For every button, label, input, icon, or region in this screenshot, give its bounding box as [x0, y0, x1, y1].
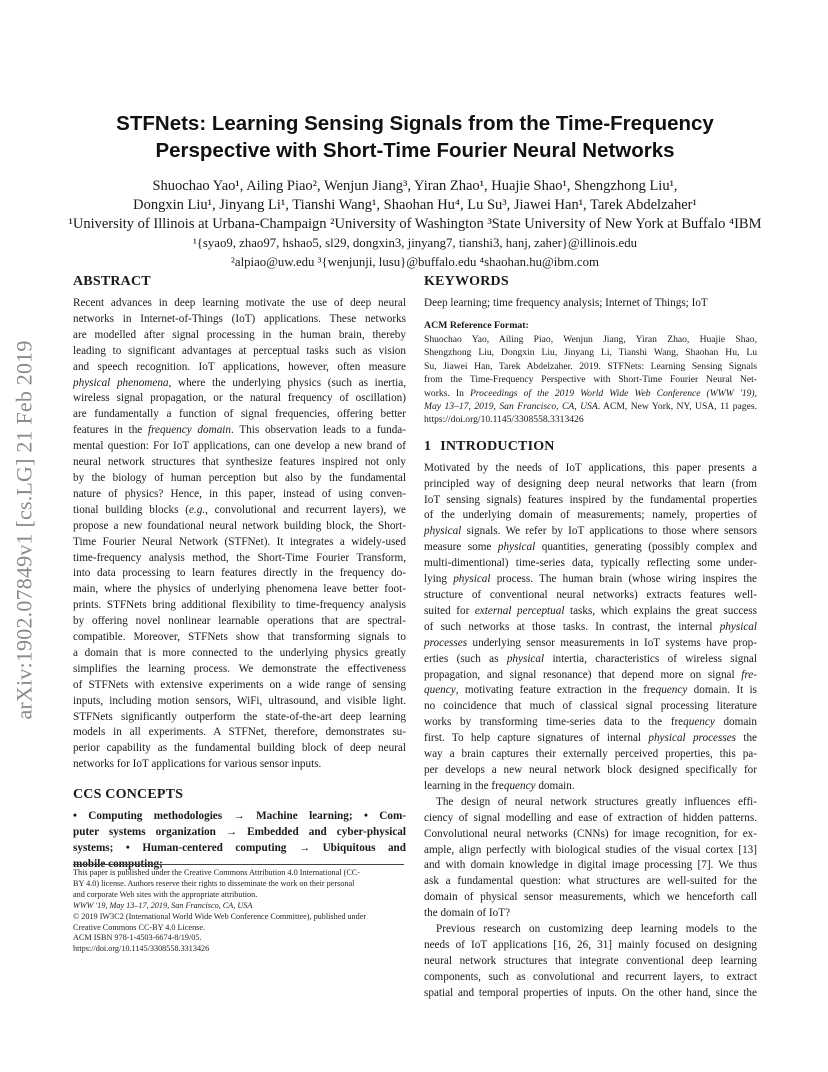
abstract-line: networks in Internet-of-Things (IoT) applications. These networks — [73, 312, 406, 325]
intro-line: of such networks at those tasks. In contrast, the internal physical — [424, 620, 757, 633]
abstract-line: a domain that is more connected to the underlying physics greatly — [73, 646, 406, 659]
abstract-line: into data processing to learn features directly in the frequency do- — [73, 567, 406, 580]
acm-reference-line: works. In Proceedings of the 2019 World Wide Web Conference (WWW '19), — [424, 387, 758, 399]
abstract-line: mental question: For IoT applications, can one develop a new brand of — [73, 440, 406, 453]
abstract-line: leading to significant advantages at perceptual tasks such as vision — [73, 344, 406, 357]
abstract-line: features in the frequency domain. This observation leads to a funda- — [73, 424, 406, 437]
intro-line: IoT sensing signals) features inspired by the fundamental properties — [424, 493, 757, 506]
acm-reference-heading: ACM Reference Format: — [424, 319, 529, 331]
abstract-line: neural network structures that synthesize features inspired not only — [73, 456, 406, 469]
intro-line: learning in the frequency domain. — [424, 779, 575, 792]
emails-line: ¹{syao9, zhao97, hshao5, sl29, dongxin3, jinyang7, tianshi3, hanj, zaher}@illinois.edu — [192, 236, 638, 250]
acm-reference-text — [424, 333, 757, 427]
intro-line: Previous research on customizing deep learning models to the — [436, 923, 757, 936]
intro-line: no coincidence that much of classical signal processing literature — [424, 700, 757, 713]
authors-line: Dongxin Liu¹, Jinyang Li¹, Tianshi Wang¹, Shaohan Hu⁴, Lu Su³, Jiawei Han¹, Tarek Abdelzaher¹ — [133, 197, 697, 213]
abstract-line: wireless signal propagation, or the natural frequency of oscillation) — [73, 392, 406, 405]
abstract-line: by the biology of human perception but also by the fundamental — [73, 471, 406, 484]
intro-line: quency, motivating feature extraction in the frequency domain. It is — [424, 684, 757, 697]
abstract-line: networks for IoT applications for various sensor inputs. — [73, 758, 322, 771]
abstract-line: inputs, including motion sensors, WiFi, ultrasound, and visible light. — [73, 694, 406, 707]
keywords-text: Deep learning; time frequency analysis; Internet of Things; IoT — [424, 297, 708, 309]
acm-reference-line: Shuochao Yao, Ailing Piao, Wenjun Jiang, Yiran Zhao, Huajie Shao, — [424, 333, 757, 345]
section-number: 1 — [424, 438, 432, 454]
ccs-heading: CCS CONCEPTS — [73, 787, 184, 803]
section-title: INTRODUCTION — [440, 438, 555, 454]
intro-line: structure of conventional neural networks) extracts features well- — [424, 589, 757, 601]
footnote-line: BY 4.0) license. Authors reserve their rights to disseminate the work on their personal — [73, 878, 355, 888]
title-line: Perspective with Short-Time Fourier Neural Networks — [155, 139, 675, 162]
footnote-line: WWW '19, May 13–17, 2019, San Francisco, CA, USA — [73, 900, 253, 910]
affiliations: ¹University of Illinois at Urbana-Champaign ²University of Washington ³State University of New York at Buffalo ⁴IBM — [68, 216, 762, 232]
intro-line: ask a fundamental question: what structures are well-suited for the — [424, 875, 757, 888]
abstract-line: by offering novel nonlinear learnable operations that are spectral- — [73, 615, 406, 628]
acm-reference-line: May 13–17, 2019, San Francisco, CA, USA. ACM, New York, NY, USA, 11 pages. — [424, 400, 757, 412]
intro-line: ciency of signal modelling and ease of extraction of hidden patterns. — [424, 811, 757, 824]
intro-line: Motivated by the needs of IoT applications, this paper presents a — [424, 461, 757, 474]
intro-line: and with domain knowledge in digital image processing [7]. We thus — [424, 859, 757, 872]
intro-line: components, such as convolutional and recurrent layers, to extract — [424, 970, 757, 983]
intro-line: The design of neural network structures greatly influences effi- — [436, 795, 757, 808]
abstract-line: and speech recognition. IoT applications, however, often measure — [73, 360, 406, 373]
intro-line: neural network structures that integrate conventional deep learning — [424, 954, 757, 967]
footnote-line: © 2019 IW3C2 (International World Wide Web Conference Committee), published under — [73, 911, 367, 921]
author-block — [60, 177, 770, 272]
intro-line: way a brain captures their externally perceived properties, this pa- — [424, 748, 757, 761]
right-column — [424, 273, 757, 1002]
intro-line: works by transforming time-series data to the frequency domain — [424, 716, 758, 729]
paper-title — [60, 110, 770, 164]
abstract-line: simplifies the learning process. We demonstrate the effectiveness — [73, 662, 406, 675]
ccs-line: puter systems organization → Embedded and cyber-physical — [73, 825, 406, 838]
abstract-line: of STFNets with extensive experiments on a wide range of sensing — [73, 678, 406, 691]
footnote-rule — [73, 864, 404, 865]
abstract-line: are fundamentally a function of signal frequencies, offering better — [73, 408, 406, 421]
abstract-line: time-frequency analysis method, the Short-Time Fourier Transform, — [73, 551, 406, 564]
ccs-concepts — [73, 809, 406, 872]
intro-line: ample, align perfectly with biological studies of the visual cortex [13] — [424, 843, 757, 856]
footnote-line: Creative Commons CC-BY 4.0 License. — [73, 922, 206, 932]
intro-line: the domain of IoT? — [424, 907, 511, 920]
intro-line: principled way of designing deep neural networks that learn (from — [424, 477, 757, 490]
title-line: STFNets: Learning Sensing Signals from the Time-Frequency — [116, 112, 714, 135]
ccs-line: mobile computing; — [73, 857, 163, 870]
intro-line: first. To help capture signatures of internal physical processes the — [424, 732, 758, 745]
abstract-line: compatible. Moreover, STFNets show that transforming signals to — [73, 631, 406, 644]
abstract-line: models in all experiments. A STFNet, therefore, demonstrates su- — [73, 726, 406, 739]
authors-line: Shuochao Yao¹, Ailing Piao², Wenjun Jiang³, Yiran Zhao¹, Huajie Shao¹, Shengzhong Liu¹, — [152, 178, 678, 194]
left-column — [73, 273, 406, 872]
abstract-line: propose a new foundational neural network building block, the Short- — [73, 519, 406, 532]
acm-reference-line: Su, Jiawei Han, Tarek Abdelzaher. 2019. STFNets: Learning Sensing Signals — [424, 360, 757, 372]
intro-line: suited for external perceptual tasks, which explains the great success — [424, 604, 757, 617]
intro-paragraph-2 — [424, 795, 757, 922]
acm-reference-line: https://doi.org/10.1145/3308558.3313426 — [424, 414, 584, 426]
arxiv-stamp-text: arXiv:1902.07849v1 [cs.LG] 21 Feb 2019 — [12, 340, 38, 720]
abstract-line: main, where the physics of underlying phenomena leave better foot- — [73, 583, 406, 596]
intro-line: domain of physical sensor measurements, which we henceforth call — [424, 891, 757, 904]
intro-line: multi-dimentional) time-series data, typically reflecting some under- — [424, 557, 757, 570]
abstract-heading: ABSTRACT — [73, 274, 151, 289]
abstract-line: Time Fourier Neural Network (STFNet). It integrates a widely-used — [73, 535, 406, 548]
abstract-body — [73, 296, 406, 773]
intro-line: propagation, and signal resonance) that depend more on signal fre- — [424, 668, 757, 681]
intro-line: per develops a new neural network block designed specifically for — [424, 763, 757, 776]
intro-line: processes underlying sensor measurements in IoT systems have prop- — [424, 636, 757, 649]
acm-reference-line: from the Time-Frequency Perspective with Short-Time Fourier Neural Net- — [424, 374, 757, 386]
abstract-line: prints. STFNets bring additional flexibility to time-frequency analysis — [73, 599, 406, 612]
footnote-line: and corporate Web sites with the appropriate attribution. — [73, 889, 258, 899]
arxiv-stamp — [0, 285, 50, 775]
footnote-line: ACM ISBN 978-1-4503-6674-8/19/05. — [73, 933, 202, 943]
intro-line: spatial and temporal properties of inputs. On the other hand, since the — [424, 986, 757, 999]
intro-line: physical signals. We refer by IoT applications to those where sensors — [424, 525, 757, 538]
abstract-line: Recent advances in deep learning motivate the use of deep neural — [73, 297, 406, 309]
abstract-line: physical phenomena, where the underlying physics (such as inertia, — [73, 376, 406, 389]
intro-paragraph-1 — [424, 461, 757, 795]
intro-line: lying physical process. The human brain (whose wiring inspires the — [424, 573, 758, 586]
copyright-footnote — [73, 868, 406, 955]
emails-line: ²alpiao@uw.edu ³{wenjunji, lusu}@buffalo.edu ⁴shaohan.hu@ibm.com — [231, 255, 599, 269]
intro-line: erties (such as physical intertia, characteristics of wireless signal — [424, 652, 757, 665]
abstract-line: are modelled after signal processing in the human brain, thereby — [73, 328, 406, 341]
keywords-heading: KEYWORDS — [424, 274, 509, 289]
footnote-line: This paper is published under the Creative Commons Attribution 4.0 International (CC- — [73, 868, 360, 877]
acm-reference-line: Shengzhong Liu, Dongxin Liu, Jinyang Li, Tianshi Wang, Shaohan Hu, Lu — [424, 347, 757, 359]
abstract-line: STFNets significantly outperform the state-of-the-art deep learning — [73, 710, 406, 723]
intro-line: measure some physical quantities, generating (possibly complex and — [424, 541, 757, 554]
introduction-heading — [424, 438, 757, 456]
intro-line: needs of IoT applications [16, 26, 31] mainly focused on designing — [424, 938, 757, 951]
abstract-line: perior capability as the fundamental building block of deep neural — [73, 742, 406, 755]
abstract-line: tional building blocks (e.g., convolutional and recurrent layers), we — [73, 503, 406, 516]
abstract-line: nature of physics? Hence, in this paper, instead of using conven- — [73, 487, 406, 500]
intro-line: Convolutional neural networks (CNNs) for image recognition, for ex- — [424, 827, 757, 840]
intro-paragraph-3 — [424, 922, 757, 1002]
ccs-line: • Computing methodologies → Machine learning; • Com- — [73, 810, 406, 823]
footnote-line: https://doi.org/10.1145/3308558.3313426 — [73, 944, 210, 954]
ccs-line: systems; • Human-centered computing → Ubiquitous and — [73, 841, 406, 854]
intro-line: of the underlying domain of measurements; namely, properties of — [424, 509, 757, 522]
